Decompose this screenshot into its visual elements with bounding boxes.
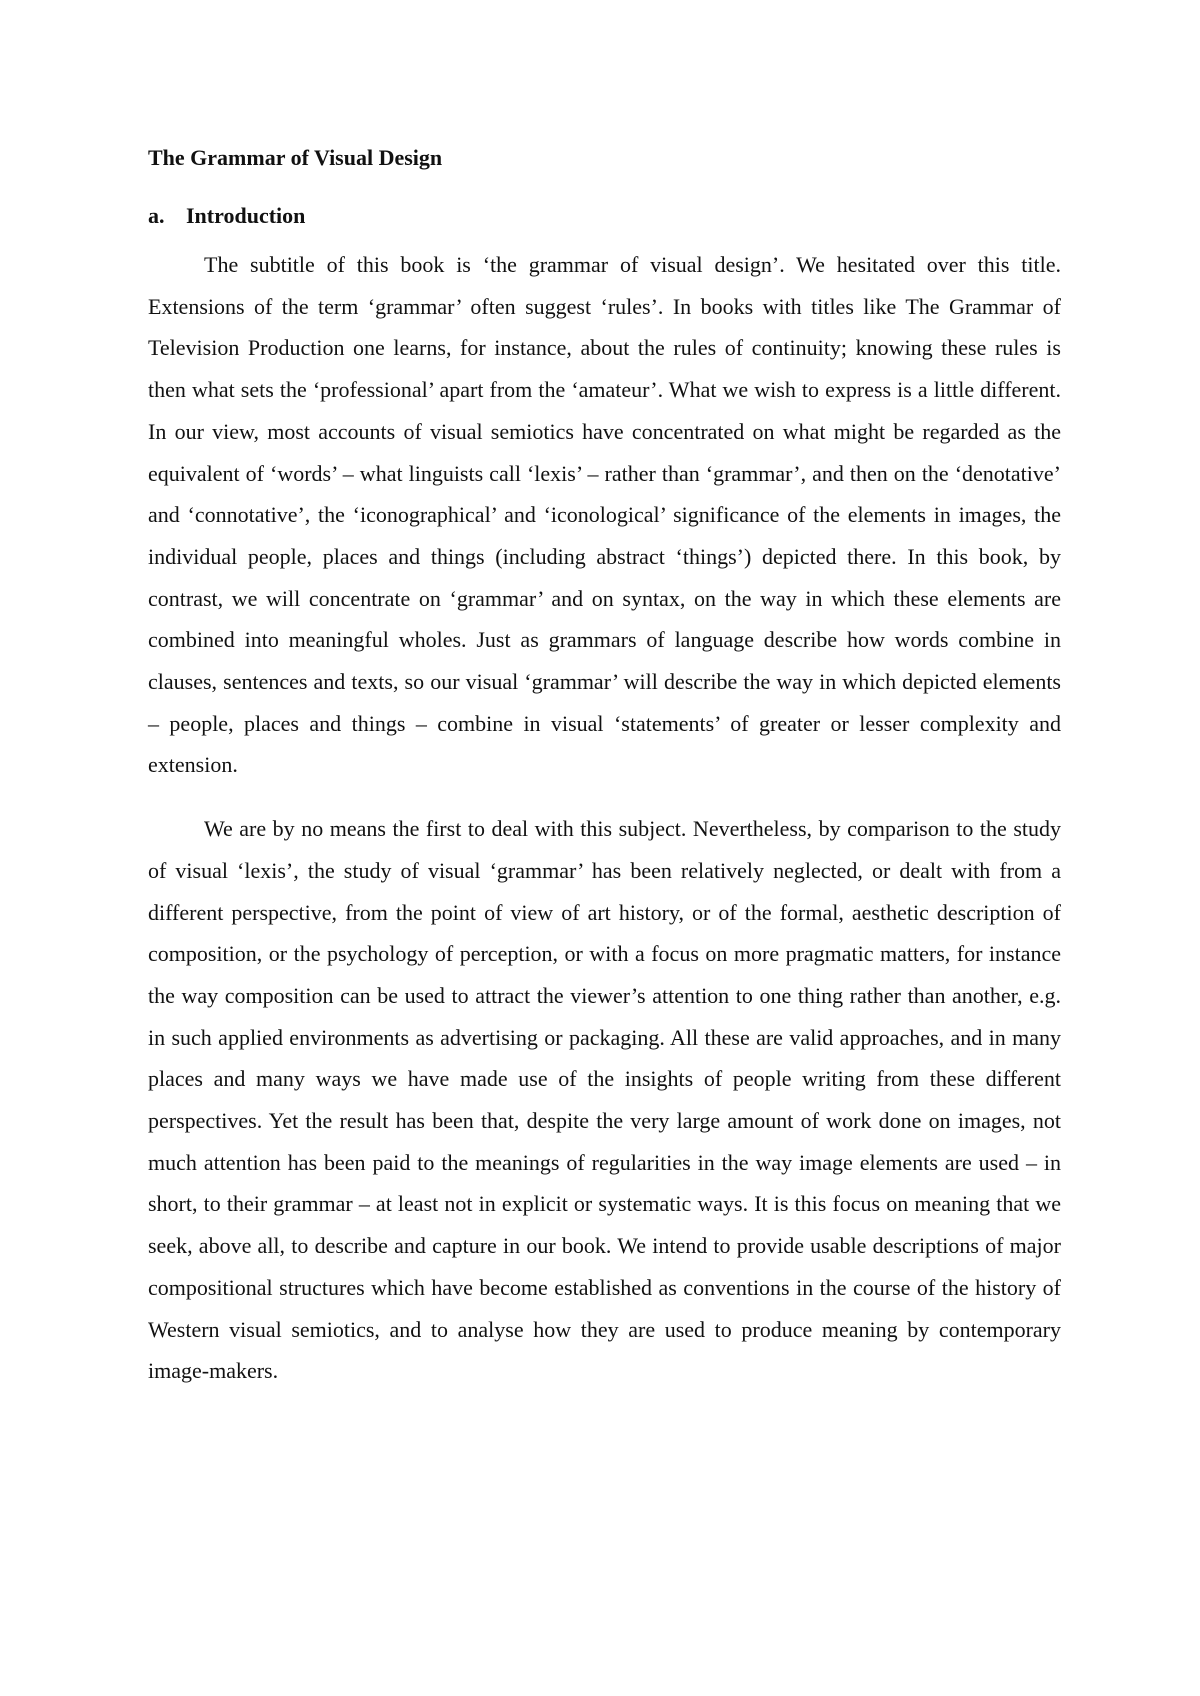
section-heading xyxy=(148,202,1061,230)
section-number: a. xyxy=(148,203,165,228)
section-heading-text: Introduction xyxy=(186,203,306,228)
paragraph-1: The subtitle of this book is ‘the grammar of visual design’. We hesitated over this title. Extensions of the term ‘grammar’ often suggest ‘rules’. In books with titles like The Grammar of Television Production one learns, for instance, about the rules of continuity; knowing these rules is then what sets the ‘professional’ apart from the ‘amateur’. What we wish to express is a little different. In our view, most accounts of visual semiotics have concentrated on what might be regarded as the equivalent of ‘words’ – what linguists call ‘lexis’ – rather than ‘grammar’, and then on the ‘denotative’ and ‘connotative’, the ‘iconographical’ and ‘iconological’ significance of the elements in images, the individual people, places and things (including abstract ‘things’) depicted there. In this book, by contrast, we will concentrate on ‘grammar’ and on syntax, on the way in which these elements are combined into meaningful wholes. Just as grammars of language describe how words combine in clauses, sentences and texts, so our visual ‘grammar’ will describe the way in which depicted elements – people, places and things – combine in visual ‘statements’ of greater or lesser complexity and extension. xyxy=(148,252,1061,778)
document-body xyxy=(148,144,1061,1392)
document-title: The Grammar of Visual Design xyxy=(148,145,443,170)
paragraph-2: We are by no means the first to deal with this subject. Nevertheless, by comparison to the study of visual ‘lexis’, the study of visual ‘grammar’ has been relatively neglected, or dealt with from a different perspective, from the point of view of art history, or of the formal, aesthetic description of composition, or the psychology of perception, or with a focus on more pragmatic matters, for instance the way composition can be used to attract the viewer’s attention to one thing rather than another, e.g. in such applied environments as advertising or packaging. All these are valid approaches, and in many places and many ways we have made use of the insights of people writing from these different perspectives. Yet the result has been that, despite the very large amount of work done on images, not much attention has been paid to the meanings of regularities in the way image elements are used – in short, to their grammar – at least not in explicit or systematic ways. It is this focus on meaning that we seek, above all, to describe and capture in our book. We intend to provide usable descriptions of major compositional structures which have become established as conventions in the course of the history of Western visual semiotics, and to analyse how they are used to produce meaning by contemporary image-makers. xyxy=(148,816,1061,1384)
